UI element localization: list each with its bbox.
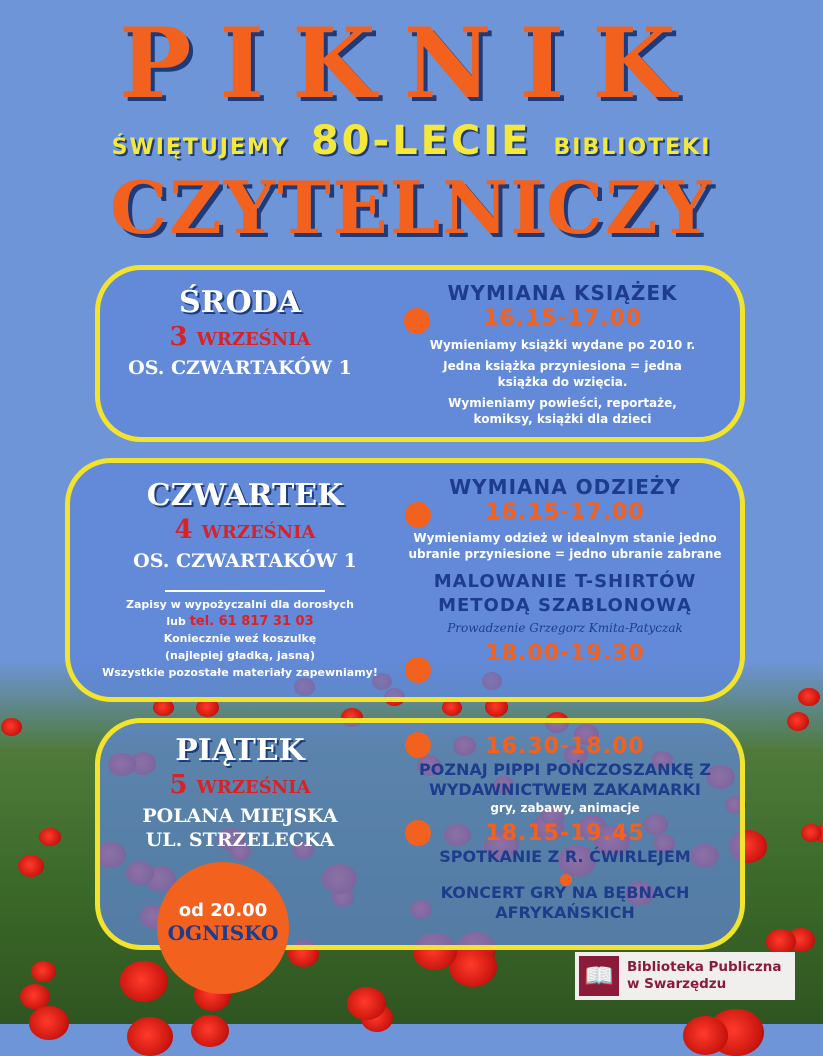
text: gry, zabawy, animacje [490, 801, 640, 815]
text: Wymieniamy książki wydane po 2010 r. [429, 338, 696, 352]
library-name-line1: Biblioteka Publiczna [627, 959, 782, 975]
divider [165, 590, 325, 592]
poppy-flower [801, 824, 822, 842]
title-czytelniczy: CZYTELNICZY [109, 165, 714, 250]
library-name-line2: w Swarzędzu [627, 976, 727, 992]
subtitle-anniversary: 80-LECIE [310, 118, 532, 164]
event-details-wednesday [395, 281, 730, 432]
text: Wymieniamy odzież w idealnym stanie jedno ubranie przyniesione = jedno ubranie zabrane [408, 531, 722, 561]
time: 18.00-19.30 [485, 641, 645, 666]
host: Prowadzenie Grzegorz Kmita-Patyczak [447, 621, 683, 635]
text: Jedna książka przyniesiona = jedna książka do wzięcia. [443, 359, 682, 389]
bonfire-badge [157, 862, 289, 994]
time: 16.30-18.00 [485, 734, 645, 759]
text: Wymieniamy powieści, reportaże, komiksy, książki dla dzieci [448, 396, 677, 426]
date [105, 769, 375, 804]
time: 16.15-17.00 [485, 500, 645, 525]
event-date-thursday [100, 478, 390, 573]
time: 16.15-17.00 [482, 306, 643, 331]
library-logo [575, 952, 795, 1000]
date-month: WRZEŚNIA [196, 329, 311, 350]
poppy-flower [766, 929, 796, 954]
poppy-flower [1, 718, 22, 736]
event-date-friday [105, 733, 375, 852]
poppy-flower [127, 1017, 173, 1056]
date [105, 321, 375, 356]
note-text: lub [166, 615, 186, 628]
activity: POZNAJ PIPPI POŃCZOSZANKĘ Z WYDAWNICTWEM ZAKAMARKI [419, 760, 711, 799]
place: OS. CZWARTAKÓW 1 [133, 550, 357, 572]
event-date-wednesday [105, 285, 375, 380]
place: OS. CZWARTAKÓW 1 [128, 357, 352, 379]
note-phone-line [88, 613, 392, 630]
subtitle-right: BIBLIOTEKI [553, 135, 712, 160]
poppy-flower [18, 855, 45, 878]
signup-note [88, 596, 392, 681]
subtitle-left: ŚWIĘTUJEMY [111, 135, 289, 160]
place-street: UL. STRZELECKA [145, 829, 335, 851]
activity: MALOWANIE T-SHIRTÓW METODĄ SZABLONOWĄ [433, 571, 697, 616]
book-icon: 📖 [579, 956, 619, 996]
phone-number: tel. 61 817 31 03 [189, 614, 314, 629]
activity: SPOTKANIE Z R. ĆWIRLEJEM [439, 847, 691, 866]
poppy-flower [191, 1015, 229, 1047]
date-month: WRZEŚNIA [201, 522, 316, 543]
bonfire-time: od 20.00 [178, 900, 268, 921]
poppy-flower [683, 1016, 728, 1054]
date [100, 514, 390, 549]
activity: WYMIANA KSIĄŻEK [447, 281, 678, 305]
title-piknik: PIKNIK [119, 7, 704, 120]
poppy-flower [31, 961, 57, 983]
poppy-flower [798, 688, 820, 707]
date-number: 5 [169, 770, 188, 800]
poppy-flower [120, 961, 168, 1002]
poppy-flower [20, 984, 49, 1009]
activity: KONCERT GRY NA BĘBNACH AFRYKAŃSKICH [440, 883, 690, 922]
day: PIĄTEK [175, 733, 305, 768]
time: 18.15-19.45 [485, 821, 645, 846]
date-number: 4 [174, 515, 193, 545]
event-details-thursday [395, 475, 735, 667]
note-line: Wszystkie pozostałe materiały zapewniamy! [102, 666, 378, 679]
poppy-flower [29, 1006, 69, 1040]
event-details-friday [395, 733, 735, 923]
subtitle [0, 118, 823, 164]
activity: WYMIANA ODZIEŻY [449, 475, 681, 499]
library-name [627, 959, 782, 993]
day: ŚRODA [178, 285, 302, 320]
poppy-flower [787, 712, 809, 731]
day: CZWARTEK [146, 478, 344, 513]
place: POLANA MIEJSKA [142, 805, 338, 827]
date-month: WRZEŚNIA [196, 777, 311, 798]
note-line: Zapisy w wypożyczalni dla dorosłych [126, 598, 354, 611]
poppy-flower [39, 828, 61, 846]
date-number: 3 [169, 322, 188, 352]
note-line: (najlepiej gładką, jasną) [164, 649, 315, 662]
note-line: Koniecznie weź koszulkę [163, 632, 317, 645]
bonfire-label: OGNISKO [167, 921, 279, 945]
